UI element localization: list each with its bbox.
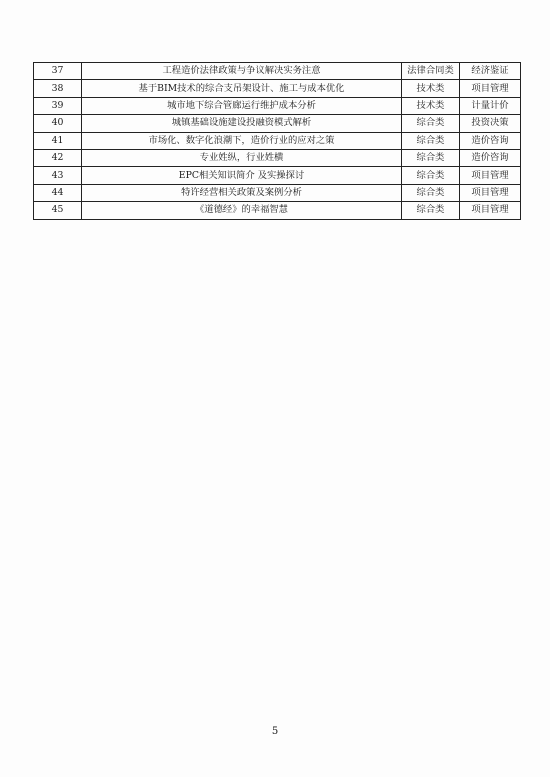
table-row: [34, 115, 521, 132]
table-row: [34, 149, 521, 166]
course-subject: 项目管理: [460, 202, 521, 219]
table-row: [34, 80, 521, 97]
course-title: 市场化、数字化浪潮下，造价行业的应对之策: [82, 132, 402, 149]
course-category: 综合类: [402, 184, 460, 201]
table-body: [34, 63, 521, 220]
table-row: [34, 167, 521, 184]
course-title: 专业姓纵，行业姓横: [82, 149, 402, 166]
course-title: 《道德经》的幸福智慧: [82, 202, 402, 219]
course-category: 技术类: [402, 97, 460, 114]
row-number: 37: [34, 63, 82, 80]
course-title: 工程造价法律政策与争议解决实务注意: [82, 63, 402, 80]
course-category: 综合类: [402, 202, 460, 219]
row-number: 40: [34, 115, 82, 132]
course-subject: 造价咨询: [460, 132, 521, 149]
course-subject: 经济鉴证: [460, 63, 521, 80]
course-subject: 计量计价: [460, 97, 521, 114]
row-number: 42: [34, 149, 82, 166]
course-category: 综合类: [402, 167, 460, 184]
course-subject: 造价咨询: [460, 149, 521, 166]
course-title: 城镇基础设施建设投融资模式解析: [82, 115, 402, 132]
course-subject: 投资决策: [460, 115, 521, 132]
course-title: 基于BIM技术的综合支吊架设计、施工与成本优化: [82, 80, 402, 97]
course-subject: 项目管理: [460, 80, 521, 97]
row-number: 45: [34, 202, 82, 219]
row-number: 39: [34, 97, 82, 114]
course-category: 综合类: [402, 115, 460, 132]
course-title: 城市地下综合管廊运行维护成本分析: [82, 97, 402, 114]
course-subject: 项目管理: [460, 184, 521, 201]
table-row: [34, 202, 521, 219]
course-table: [33, 62, 521, 220]
course-category: 综合类: [402, 132, 460, 149]
table-row: [34, 184, 521, 201]
course-subject: 项目管理: [460, 167, 521, 184]
row-number: 43: [34, 167, 82, 184]
page-number: 5: [271, 726, 279, 737]
course-category: 综合类: [402, 149, 460, 166]
row-number: 44: [34, 184, 82, 201]
row-number: 41: [34, 132, 82, 149]
table-row: [34, 63, 521, 80]
course-title: EPC相关知识简介 及实操探讨: [82, 167, 402, 184]
row-number: 38: [34, 80, 82, 97]
course-category: 法律合同类: [402, 63, 460, 80]
table-row: [34, 97, 521, 114]
table-row: [34, 132, 521, 149]
course-category: 技术类: [402, 80, 460, 97]
course-title: 特许经营相关政策及案例分析: [82, 184, 402, 201]
